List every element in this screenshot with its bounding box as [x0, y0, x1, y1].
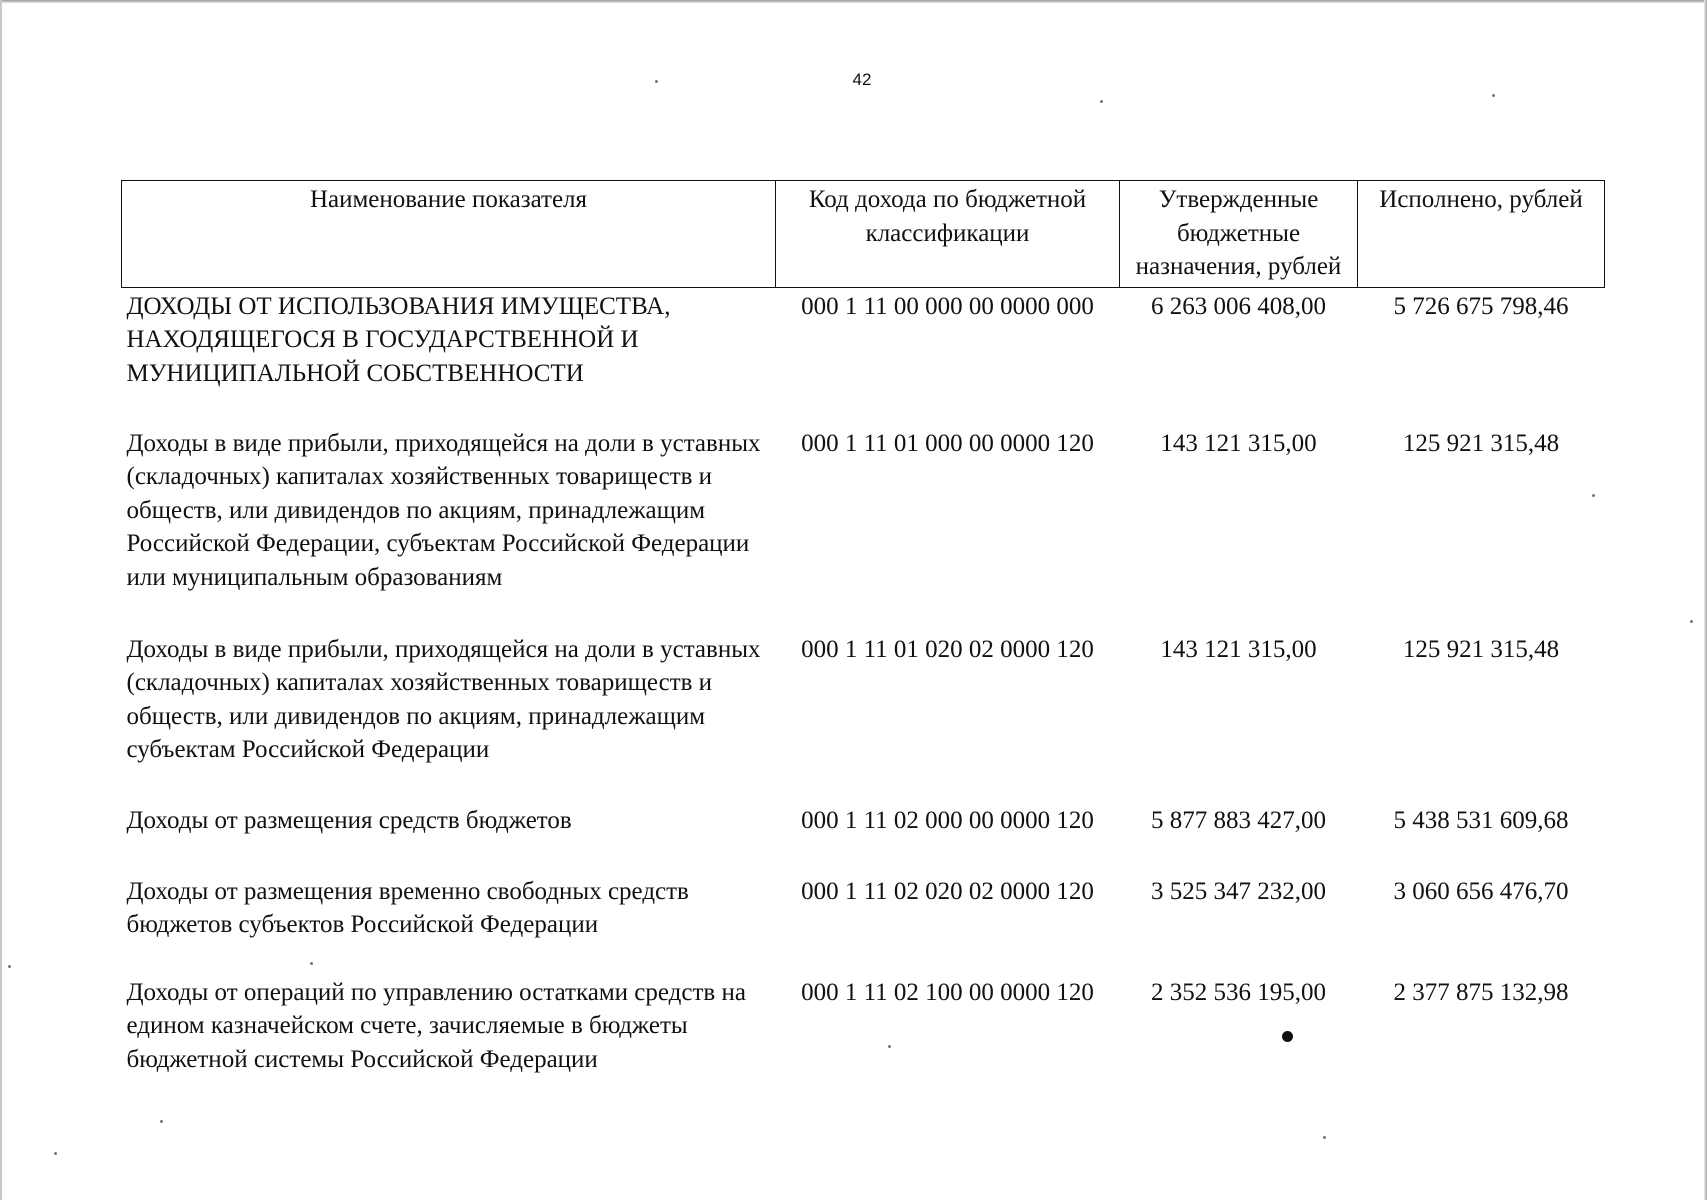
- row-name: Доходы в виде прибыли, приходящейся на доли в уставных (складочных) капиталах хозяйственных товариществ и обществ, или дивидендов по акциям, принадлежащим субъектам Российской Федерации: [126, 635, 761, 763]
- row-name: Доходы от размещения временно свободных средств бюджетов субъектов Российской Федерации: [126, 877, 689, 938]
- scan-ink-dot: [1282, 1031, 1293, 1042]
- row-code: 000 1 11 02 000 00 0000 120: [801, 806, 1094, 834]
- scan-speck: [888, 1045, 891, 1048]
- header-indicator-name: Наименование показателя: [122, 181, 776, 288]
- row-name: Доходы в виде прибыли, приходящейся на доли в уставных (складочных) капиталах хозяйственных товариществ и обществ, или дивидендов по акциям, принадлежащим Российской Федерации, субъектам Российской Федерации или муниципальным образованиям: [126, 429, 761, 591]
- row-code: 000 1 11 00 000 00 0000 000: [801, 292, 1094, 320]
- table-row: [122, 875, 1605, 976]
- row-code: 000 1 11 02 020 02 0000 120: [801, 877, 1094, 905]
- scan-speck: [8, 965, 11, 968]
- row-executed: 3 060 656 476,70: [1393, 877, 1569, 905]
- scan-edge-top: [0, 0, 1707, 3]
- row-approved: 143 121 315,00: [1160, 635, 1317, 663]
- scan-edge-left: [0, 0, 2, 1200]
- row-code: 000 1 11 01 020 02 0000 120: [801, 635, 1094, 663]
- income-table: [121, 180, 1605, 1086]
- table-header-row: [122, 181, 1605, 288]
- scan-speck: [160, 1120, 163, 1123]
- table-row: [122, 633, 1605, 804]
- row-name: ДОХОДЫ ОТ ИСПОЛЬЗОВАНИЯ ИМУЩЕСТВА, НАХОДЯЩЕГОСЯ В ГОСУДАРСТВЕННОЙ И МУНИЦИПАЛЬНОЙ СОБСТВЕННОСТИ: [126, 292, 671, 387]
- header-executed-amount: Исполнено, рублей: [1358, 181, 1605, 288]
- scan-speck: [1690, 620, 1693, 623]
- row-executed: 125 921 315,48: [1402, 635, 1560, 663]
- table-row: [122, 427, 1605, 633]
- table-row: [122, 976, 1605, 1086]
- scan-speck: [1592, 494, 1595, 497]
- scan-speck: [1492, 94, 1495, 97]
- header-income-code: Код дохода по бюджетной классификации: [776, 181, 1120, 288]
- row-approved: 143 121 315,00: [1160, 429, 1317, 457]
- row-name: Доходы от размещения средств бюджетов: [126, 806, 572, 834]
- row-code: 000 1 11 02 100 00 0000 120: [801, 978, 1094, 1006]
- row-approved: 6 263 006 408,00: [1151, 292, 1326, 320]
- row-executed: 5 726 675 798,46: [1393, 292, 1569, 320]
- income-table-container: [121, 180, 1604, 1086]
- row-executed: 2 377 875 132,98: [1393, 978, 1569, 1006]
- table-row: [122, 287, 1605, 427]
- row-executed: 5 438 531 609,68: [1393, 806, 1569, 834]
- scan-speck: [54, 1152, 57, 1155]
- table-row: [122, 804, 1605, 875]
- scan-speck: [1100, 100, 1103, 103]
- scan-speck: [1323, 1136, 1326, 1139]
- row-approved: 3 525 347 232,00: [1151, 877, 1326, 905]
- scan-speck: [655, 80, 658, 83]
- row-name: Доходы от операций по управлению остатками средств на едином казначейском счете, зачисляемые в бюджеты бюджетной системы Российской Федерации: [126, 978, 746, 1073]
- row-approved: 2 352 536 195,00: [1151, 978, 1326, 1006]
- header-approved-amount: Утвержденные бюджетные назначения, рублей: [1120, 181, 1358, 288]
- row-executed: 125 921 315,48: [1402, 429, 1560, 457]
- scan-speck: [310, 962, 313, 965]
- row-code: 000 1 11 01 000 00 0000 120: [801, 429, 1094, 457]
- row-approved: 5 877 883 427,00: [1151, 806, 1326, 834]
- page-number: 42: [852, 70, 872, 89]
